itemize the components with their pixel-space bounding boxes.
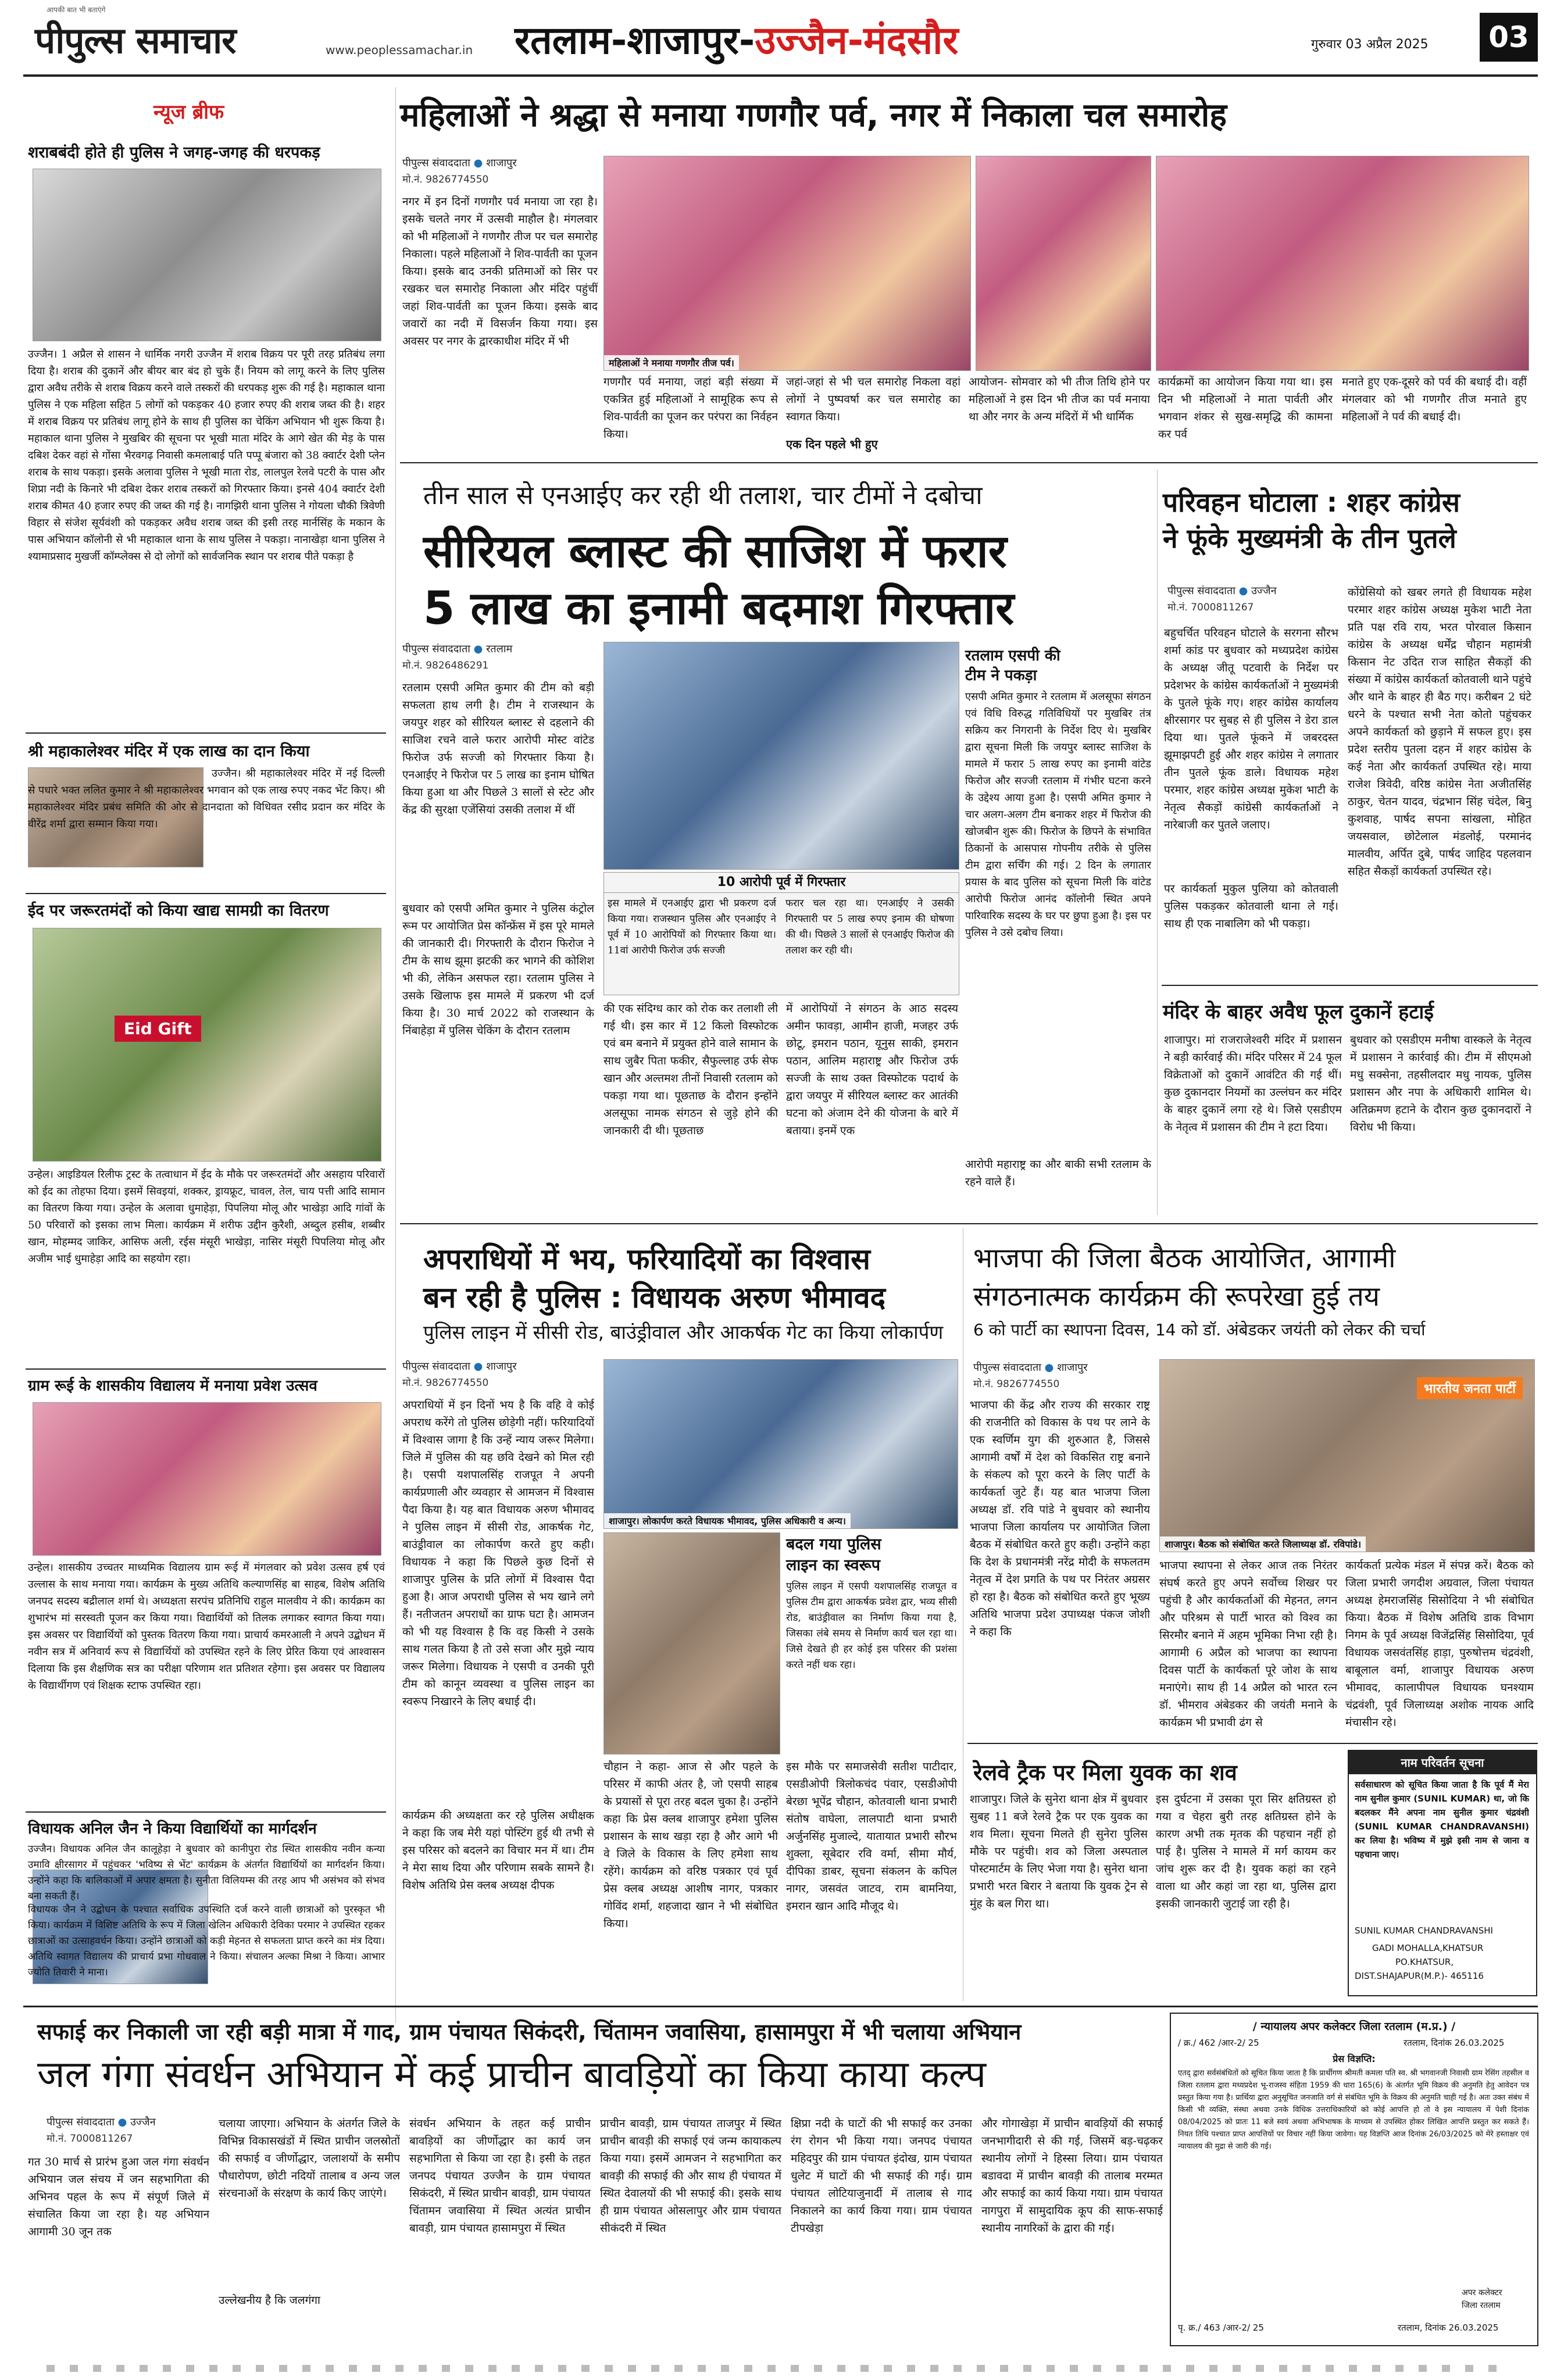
gangaur-photo-caption: महिलाओं ने मनाया गणगौर तीज पर्व। [604,355,739,370]
police-headline-1: अपराधियों में भय, फरियादियों का विश्वास [423,1242,870,1276]
blast-headline-2: 5 लाख का इनामी बदमाश गिरफ्तार [423,583,1015,635]
blast-press-photo [603,642,959,870]
blast-kicker: तीन साल से एनआईए कर रही थी तलाश, चार टीमों ने दबोचा [423,481,983,510]
jal-ganga-story [26,2011,1165,2360]
flower-col1: शाजापुर। मां राजराजेश्वरी मंदिर में प्रशासन ने बड़ी कार्रवाई की। मंदिर परिसर में 24 फूल विक्रेताओं को दुकानें आवंटित की गई थीं। कुछ दुकानदार नियमों का उल्लंघन कर मंदिर के बाहर दुकानें लगा रहे थे। जिसे एसडीएम के नेतृत्व में प्रशासन की टीम ने हटा दिया। [1164,1034,1342,1134]
police-byline-name: पीपुल्स संवाददाता [402,1360,470,1373]
gangaur-photo-1 [603,156,971,371]
police-photo-caption: शाजापुर। लोकार्पण करते विधायक भीमावद, पुलिस अधिकारी व अन्य। [604,1513,851,1528]
transport-col1: बहुचर्चित परिवहन घोटाले के सरगना सौरभ शर्मा कांड पर बुधवार को मध्यप्रदेश कांग्रेस के अध्यक्ष जीतू पटवारी के निर्देश पर प्रदेशभर के कांग्रेस कार्यकर्ताओं ने मुख्यमंत्री के पुतले फूंके गए। शहर कांग्रेस कार्यालय क्षीरसागर पर सुबह से ही पुलिस ने डेरा डाल दिया था। पुतले फूंकने में जबरदस्त झूमाझपटी हुई और शहर कांग्रेस ने लगातार तीन पुतले फूंक डाले। विधायक महेश परमार, शहर कांग्रेस अध्यक्ष मुकेश भाटी के नेतृत्व सैकड़ों कांग्रेसी कार्यकर्ताओं ने नारेबाजी कर पुतले जलाए। [1164,627,1338,831]
page-number: 03 [1480,13,1538,62]
gangaur-col2: गणगौर पर्व मनाया, जहां बड़ी संख्या में एकत्रित हुई महिलाओं ने सामूहिक रूप से शिव-पार्वती का पूजन कर परंपरा का निर्वहन किया। [603,376,778,441]
brief-headline-mla: विधायक अनिल जैन ने किया विद्यार्थियों का मार्गदर्शन [28,1820,317,1838]
brief-body-eid: उन्हेल। आइडियल रिलीफ ट्रस्ट के तत्वाधान में ईद के मौके पर जरूरतमंदों और असहाय परिवारों को ईद का तोहफा दिया। इसमें सिवइयां, शक्कर, ड्रायफ्रूट, चावल, तेल, चाय पत्ती आदि सामान का वितरण किया गया। उन्हेल के अलावा धुमाहेड़ा, पिपलिया मोलू और भाखेड़ा आदि गांवों के 50 परिवारों को इसका लाभ मिला। कार्यक्रम में शरीफ उद्दीन कुरैशी, अब्दुल हसीब, शब्बीर खान, मोहम्मद जाकिर, आसिफ अली, रईस मंसूरी भाखेड़ा, नासिर मंसूरी पिपलिया मोलू और अजीम भाई धुमाहेड़ा आदि का सहयोग रहा। [28,1168,385,1265]
jal-col1: गत 30 मार्च से प्रारंभ हुआ जल गंगा संवर्धन अभियान जल संचय में जन सहभागिता की अभिनव पहल के रूप में संपूर्ण जिले में संचालित किया जा रहा है। यह अभियान आगामी 30 जून तक [28,2156,209,2238]
name-change-name: SUNIL KUMAR CHANDRAVANSHI [1355,1925,1493,1936]
serial-blast-story [400,470,1154,1215]
bjp-col2: भाजपा स्थापना से लेकर आज तक निरंतर संघर्ष करते हुए अपने सर्वोच्च शिखर पर पहुंची है और कार्यकर्ताओं की मेहनत, लगन और परिश्रम से पार्टी भारत को विश्व का सिरमौर बनाने में अहम भूमिका निभा रही है। आगामी 6 अप्रैल को भाजपा का स्थापना दिवस पार्टी के कार्यकर्ता पूरे जोश के साथ मनाएंगे। साथ ही 14 अप्रैल को भारत रत्न डॉ. भीमराव अंबेडकर की जयंती मनाने के कार्यक्रम भी प्रभावी ढंग से [1159,1559,1337,1729]
gangaur-story [400,87,1534,459]
blast-col1: रतलाम एसपी अमित कुमार की टीम को बड़ी सफलता हाथ लगी है। टीम ने राजस्थान के जयपुर शहर को सीरियल ब्लास्ट से दहलाने की साजिश रचने वाले फरार आरोपी मोस्ट वांटेड फिरोज उर्फ सज्जी को गिरफ्तार किया है। एनआईए ने फिरोज पर 5 लाख का इनाम घोषित किया हुआ था और पिछले 3 सालों से स्टेट और केंद्र की सुरक्षा एजेंसियां उसकी तलाश में थीं [402,681,594,816]
brief-body-school: उन्हेल। शासकीय उच्चतर माध्यमिक विद्यालय ग्राम रूई में मंगलवार को प्रवेश उत्सव हर्ष एवं उल्लास के साथ मनाया गया। कार्यक्रम के मुख्य अतिथि कल्याणसिंह बा साहब, विशेष अतिथि जनपद सदस्य बद्रीलाल शर्मा थे। अध्यक्षता सरपंच प्रतिनिधि राहुल मालवीय ने की। कार्यक्रम का शुभारंभ मां सरस्वती पूजन कर किया गया। विद्यार्थियों को तिलक लगाकर स्वागत किया गया। इस अवसर पर विद्यार्थियों को पुस्तक वितरण किया गया। प्राचार्य कमरआली ने अपने उद्बोधन में नवीन सत्र में अनिवार्य रूप से विद्यार्थियों को उपस्थित रहने के लिए प्रेरित किया एवं आश्वासन दिलाया कि इस शैक्षणिक सत्र का परीक्षा परिणाम शत प्रतिशत रहेगा। इस अवसर पर विद्यालय के विद्यार्थीगण एवं शिक्षक स्टाफ उपस्थित रहा। [28,1561,385,1692]
gangaur-headline: महिलाओं ने श्रद्धा से मनाया गणगौर पर्व, नगर में निकाला चल समारोह [400,97,1227,134]
gangaur-bottom-rule [400,462,1538,463]
railway-story [967,1748,1340,2003]
jal-col4: प्राचीन बावड़ी, ग्राम पंचायत ताजपुर में स्थित प्राचीन बावड़ी की सफाई एवं जन्म कायाकल्प किया गया। इसमें आमजन ने सहभागिता कर बावड़ी की सफाई की और साथ ही पंचायत में स्थित देवालयों की भी सफाई की। इसके साथ ही ग्राम पंचायत ओसलापुर और ग्राम पंचायत सीकंदरी में स्थित [600,2117,781,2235]
bjp-mobile: मो.नं. 9826774550 [973,1378,1060,1390]
blast-byline: पीपुल्स संवाददाता ● रतलाम [402,643,513,655]
gangaur-byline-name: पीपुल्स संवाददाता [402,157,470,169]
brief-headline-donation: श्री महाकालेश्वर मंदिर में एक लाख का दान किया [28,742,310,760]
print-registration-strip [47,2365,1512,2372]
bjp-photo-caption: शाजापुर। बैठक को संबोधित करते जिलाध्यक्ष डॉ. रविपांडे। [1160,1536,1366,1552]
blast-col2: बुधवार को एसपी अमित कुमार ने पुलिस कंट्रोल रूम पर आयोजित प्रेस कॉन्फ्रेंस में इस पूरे मामले की जानकारी दी। गिरफ्तारी के दौरान फिरोज ने टीम के साथ झूमा झटकी कर भागने की कोशिश भी की, लेकिन असफल रहा। रतलाम पुलिस ने उसके खिलाफ इस मामले में प्रकरण भी दर्ज किया है। 30 मार्च 2022 को राजस्थान के निंबाहेड़ा में पुलिस चेकिंग के दौरान रतलाम [402,902,594,1037]
col-divider-mid [1157,470,1158,1215]
court-sign-2: जिला रतलाम [1462,2301,1501,2310]
middle-band-rule [400,1223,1538,1224]
gangaur-photo-2 [976,156,1151,371]
jal-col6: और गोगाखेड़ा में प्राचीन बावड़ियों की सफाई जनभागीदारी से की गई, जिसमें बड़-चढ़कर स्थानीय लोगों ने हिस्सा लिया। ग्राम पंचायत बडावदा में प्राचीन बावड़ी की तालाब मरम्मत और सफाई का कार्य किया गया। ग्राम पंचायत नागपुरा में सामुदायिक कूप की साफ-सफाई स्थानीय नागरिकों के द्वारा की गई। [981,2117,1163,2235]
eid-gift-sign: Eid Gift [115,1016,201,1042]
brief-photo-school [33,1402,381,1556]
bjp-byline-place: शाजापुर [1057,1361,1088,1374]
gangaur-col1: नगर में इन दिनों गणगौर पर्व मनाया जा रहा है। इसके चलते नगर में उत्सवी माहौल है। मंगलवार को भी महिलाओं ने गणगौर तीज पर चल समारोह निकाला। पहले महिलाओं ने शिव-पार्वती का पूजन किया। इसके बाद उनकी प्रतिमाओं को सिर पर रखकर चल समारोह निकाला और मंदिर पहुंचीं जहां शिव-पार्वती का पूजन किया। इसके बाद जवारों का नदी में विसर्जन किया गया। इस अवसर पर नगर के द्वारकाधीश मंदिर में भी [402,195,598,348]
name-change-addr2: PO.KHATSUR, [1395,1957,1454,1967]
transport-headline-2: ने फूंके मुख्यमंत्री के तीन पुतले [1163,523,1456,554]
jal-mobile: मो.नं. 7000811267 [47,2133,133,2145]
court-sign-1: अपर कलेक्टर [1462,2288,1502,2297]
court-notice [1170,2013,1538,2346]
gangaur-photo-3 [1156,156,1529,371]
police-box [786,1532,957,1753]
website: www.peoplessamachar.in [326,43,473,57]
gangaur-col6: मनाते हुए एक-दूसरे को पर्व की बधाई दी। वहीं मंगलवार को भी गणगौर तीज मनाते हुए महिलाओं ने पर्व की बधाई दी। [1342,376,1527,423]
police-box-title-1: बदल गया पुलिस [786,1535,881,1553]
police-byline-place: शाजापुर [486,1360,517,1373]
news-brief-column [26,87,388,1953]
police-mobile: मो.नं. 9826774550 [402,1377,489,1389]
lower-band-rule [23,2006,1538,2007]
bjp-col1: भाजपा की केंद्र और राज्य की सरकार राष्ट्र की राजनीति को विकास के पथ पर लाने के एक स्वर्णिम युग की शुरुआत है, जिससे आगामी वर्षों में देश को विकसित राष्ट्र बनाने के संकल्प को पूरा करने के लिए पार्टी के कार्यकर्ता जुटे हैं। यह बात भाजपा जिला अध्यक्ष डॉ. रवि पांडे ने बुधवार को स्थानीय भाजपा जिला कार्यालय पर आयोजित जिला बैठक में संबोधित करते हुए कही। उन्होंने कहा कि देश के प्रधानमंत्री नरेंद्र मोदी के सफलतम नेतृत्व में देश प्रगति के पथ पर निरंतर अग्रसर हो रहा है। बैठक को संबोधित करते हुए भूख्य अतिथि भाजपा प्रदेश उपाध्यक्ष पंकज जोशी ने कहा कि [970,1399,1150,1638]
police-byline: पीपुल्स संवाददाता ● शाजापुर [402,1360,517,1373]
bjp-col3: कार्यकर्ता प्रत्येक मंडल में संपन्न करें। बैठक को जिला प्रभारी जगदीश अग्रवाल, जिला पंचायत अध्यक्ष हेमराजसिंह सिसोदिया ने भी संबोधित किया। बैठक में विशेष अतिथि डाक विभाग निगम के पूर्व अध्यक्ष विजेंद्रसिंह सिसोदिया, पूर्व विधायक जसवंतसिंह हाड़ा, पुरुषोत्तम चंद्रवंशी, बाबूलाल वर्मा, शाजापुर विधायक अरुण भीमावद, कालापीपल विधायक घनश्याम चंद्रवंशी, पूर्व जिलाध्यक्ष अशोक नायक आदि मंचासीन रहे। [1345,1559,1534,1729]
blast-side-title-2: टीम ने पकड़ा [965,667,1037,684]
blast-col4: में आरोपियों ने संगठन के आठ सदस्य अमीन फावड़ा, आमीन हाजी, मजहर उर्फ छोटू, इमरान पठान, यूनुस साकी, इमरान पठान, आलिम महाराष्ट्र और फिरोज उर्फ सज्जी के साथ उक्त विस्फोटक पदार्थ के द्वारा जयपुर में सीरियल ब्लास्ट कर आतंकी घटना को अंजाम देने की योजना के बारे में बताया। इनमें एक [786,1002,958,1137]
bjp-bottom-rule [967,1743,1538,1744]
court-title: / न्यायालय अपर कलेक्टर जिला रतलाम (म.प्र.) / [1252,2020,1456,2033]
brief-divider-2 [26,893,386,894]
blast-box-col2: फरार चल रहा था। एनआईए ने उसकी गिरफ्तारी पर 5 लाख रुपए इनाम की घोषणा की थी। पिछले 3 सालों से एनआईए फिरोज की तलाश कर रही थी। [785,898,954,956]
brief-divider-3 [26,1368,386,1370]
jal-byline: पीपुल्स संवाददाता ● उज्जैन [47,2116,156,2128]
gangaur-byline-place: शाजापुर [486,157,517,169]
court-foot-left: पृ. क्र./ 463 /आर-2/ 25 [1178,2322,1264,2333]
police-photo-2 [603,1532,780,1754]
gangaur-col4: आयोजन- सोमवार को भी तीज तिथि होने पर महिलाओं ने इस दिन भी तीज का पर्व मनाया था और नगर के अन्य मंदिरों में भी धार्मिक [969,376,1150,423]
brief-photo-eid [33,928,381,1162]
bjp-subhead: 6 को पार्टी का स्थापना दिवस, 14 को डॉ. अंबेडकर जयंती को लेकर की चर्चा [973,1320,1426,1339]
transport-byline-name: पीपुल्स संवाददाता [1167,585,1235,597]
transport-col2: कोंग्रेसियो को खबर लगते ही विधायक महेश परमार शहर कांग्रेस अध्यक्ष मुकेश भाटी नेता प्रति पक्ष रवि राय, भरत पोरवाल किसान कांग्रेस के अध्यक्ष धर्मेंद्र चौहान महामंत्री किसान नेट उदित राज साहित सैकड़ों की संख्या में कांग्रेस कार्यकर्ता कोतवाली थाने पहुंचे और थाने के बाहर ही बैठ गए। करीबन 2 घंटे धरने के पश्चात सभी नेता कोतो पहुंचकर अपने कार्यकर्ता को छुड़ाने में सफल हुए। इस प्रदेश स्तरीय पुतला दहन में शहर कांग्रेस के कई नेता और कार्यकर्ता उपस्थित रहे। माया राजेश त्रिवेदी, वरिष्ठ कांग्रेस नेता अजीतसिंह ठाकुर, चेतन यादव, चंद्रभान सिंह चंदेल, बिनु कुशवाह, पार्षद सपना सांखला, मोहित जयसवाल, छोटेलाल मंडलोई, परमानंद मालवीय, अर्पित दुबे, पार्षद जाहिद पहलवान सहित सैकड़ों कार्यकर्ता उपस्थित रहे। [1348,586,1531,878]
paper-logo: पीपुल्स समाचार [35,19,236,62]
police-subhead: पुलिस लाइन में सीसी रोड, बाउंड्रीवाल और आकर्षक गेट का किया लोकार्पण [423,1321,944,1343]
gangaur-mobile: मो.नं. 9826774550 [402,174,489,185]
blast-headline-1: सीरियल ब्लास्ट की साजिश में फरार [423,526,1007,578]
bjp-headline-2: संगठनात्मक कार्यक्रम की रूपरेखा हुई तय [973,1281,1380,1313]
police-col2: चौहान ने कहा- आज से और पहले के परिसर में काफी अंतर है, जो एसपी साहब के प्रयासों से पूरा तरह बदल चुका है। उन्होंने कहा कि प्रेस क्लब शाजापुर हमेशा पुलिस प्रशासन के साथ खड़ा रहा है और आगे भी वे जिले के विकास के लिए हमेशा साथ रहेंगे। कार्यक्रम को वरिष्ठ पत्रकार एवं पूर्व प्रेस क्लब अध्यक्ष आशीष नागर, पत्रकार गोविंद शर्मा, शहजादा खान ने भी संबोधित किया। [603,1760,778,1930]
blast-byline-place: रतलाम [486,643,513,655]
transport-byline: पीपुल्स संवाददाता ● उज्जैन [1167,585,1277,597]
blast-mobile: मो.नं. 9826486291 [402,660,489,671]
court-body: एतद् द्वारा सर्वसंबंधितों को सूचित किया जाता है कि प्रार्थीगण श्रीमती कमला पति स्व. श्री भगवानजी निवासी ग्राम रेसिंग तहसील व जिला रतलाम द्वारा मध्यप्रदेश भू-राजस्व संहिता 1959 की धारा 165(6) के अंतर्गत भूमि विक्रय की अनुमति हेतु आवेदन पत्र प्रस्तुत किया गया है। प्रार्थिया द्वारा अनुसूचित जनजाति वर्ग से संबंधित भूमि के विक्रय की अनुमति चाही गई है। अतः उक्त संबंध में किसी भी व्यक्ति, संस्था अथवा उनके विधिक उत्तराधिकारियों को कोई आपत्ति हो तो वे इस न्यायालय में पेशी दिनांक 08/04/2025 को प्रातः 11 बजे स्वयं अथवा अभिभाषक के माध्यम से उपस्थित होकर लिखित आपत्ति प्रस्तुत कर सकते हैं। नियत तिथि पश्चात प्राप्त आपत्तियों पर विचार नहीं किया जावेगा। यह विज्ञप्ति आज दिनांक 26/03/2025 को मेरे हस्ताक्षर एवं न्यायालय की मुद्रा से जारी की गई। [1178,2069,1529,2151]
name-change-title: नाम परिवर्तन सूचना [1349,1751,1536,1774]
brief-body-liquor: उज्जैन। 1 अप्रैल से शासन ने धार्मिक नगरी उज्जैन में शराब विक्रय पर पूरी तरह प्रतिबंध लगा दिया है। शराब की दुकानें और बीयर बार बंद हो चुके हैं। नियम को लागू करने के लिए पुलिस द्वारा अवैध तरीके से शराब विक्रय करने वाले तस्करों की धरपकड़ शुरू की गई है। महाकाल थाना पुलिस ने एक महिला सहित 5 लोगों को पकड़कर 40 हजार रुपए की शराब जब्त की है। शहर में शराब विक्रय पर प्रतिबंध लागू होने के साथ ही पुलिस का चेकिंग अभियान भी शुरू किया है। महाकाल थाना पुलिस ने मुखबिर की सूचना पर भूखी माता मंदिर के आगे खेत की मेड़ के पास दबिश देकर वहां से गोंसा भैरवगढ़ निवासी कमलाबाई पति पप्पू बंजारा को 38 क्वार्टर देशी प्लेन शराब के साथ पकड़ा। इसके अलावा पुलिस ने भूखी माता रोड, लालपुल रेलवे पटरी के पास और शिप्रा नदी के किनारे भी दबिश देकर शराब तस्करों को गिरफ्तार किया। इनसे 404 क्वार्टर देशी शराब कीमत 40 हजार रुपए की जब्त की गई है। नागझिरी थाना पुलिस ने गोयला चौकी त्रिवेणी विहार से संजेश सूर्यवंशी को पकड़कर अवैध शराब जब्त की इसी तरह मार्नसिंह के मकान के पास अभियान कॉलोनी से भी महाकाल थाना के साथ पुलिस ने पकड़ा। नानाखेड़ा थाना पुलिस ने श्यामाप्रसाद मुखर्जी कॉम्प्लेक्स से दो लोगों को सार्वजनिक स्थान पर शराब पीते पकड़ा है [28,348,385,563]
issue-date: गुरुवार 03 अप्रैल 2025 [1311,37,1429,52]
bjp-headline-1: भाजपा की जिला बैठक आयोजित, आगामी [973,1242,1396,1274]
brief-headline-liquor: शराबबंदी होते ही पुलिस ने जगह-जगह की धरपकड़ [28,144,320,162]
police-line-story [400,1228,958,2001]
name-change-notice [1348,1750,1537,1996]
jal-col3: संवर्धन अभियान के तहत कई प्राचीन बावड़ियों का जीर्णोद्धार का कार्य जन सहभागिता से किया जा रहा है। इसी के तहत जनपद पंचायत उज्जैन के ग्राम पंचायत सिकंदरी, में स्थित प्राचीन बावड़ी, ग्राम पंचायत चिंतामन जवासिया में स्थित अत्यंत प्राचीन बावड़ी, ग्राम पंचायत हासामपुरा में स्थित [409,2117,591,2235]
railway-col2: इस दुर्घटना में उसका पूरा सिर क्षतिग्रस्त हो गया व चेहरा बुरी तरह क्षतिग्रस्त होने के कारण अभी तक मृतक की पहचान नहीं हो पाई है। पुलिस ने मामले में मर्ग कायम कर जांच शुरू कर दी है। युवक कहां का रहने वाला था और कहां जा रहा था, पुलिस द्वारा इसकी जानकारी जुटाई जा रही है। [1156,1793,1336,1910]
railway-headline: रेलवे ट्रैक पर मिला युवक का शव [973,1760,1237,1785]
bjp-photo-banner: भारतीय जनता पार्टी [1417,1377,1523,1399]
police-box-body: पुलिस लाइन में एसपी यशपालसिंह राजपूत व पुलिस टीम द्वारा आकर्षक प्रवेश द्वार, भव्य सीसी रोड, बाउंड्रीवाल का निर्माण किया गया है, जिसका लंबे समय से निर्माण कार्य चल रहा था। जिसे देखते ही हर कोई इस परिसर की प्रशंसा करते नहीं थक रहा। [786,1581,957,1671]
police-col1-b: कार्यक्रम की अध्यक्षता कर रहे पुलिस अधीक्षक ने कहा कि जब मेरी यहां पोस्टिंग हुई थी तभी से इस परिसर को बदलने का विचार मन में था। टीम ने मेरा साथ दिया और परिणाम सबके सामने है। विशेष अतिथि प्रेस क्लब अध्यक्ष दीपक [402,1809,594,1892]
gangaur-col3: जहां-जहां से भी चल समारोह निकला वहां लोगों ने पुष्पवर्षा कर चल समारोह का स्वागत किया। [786,376,960,423]
brief-divider-4 [26,1811,386,1813]
blast-col3: की एक संदिग्ध कार को रोक कर तलाशी ली गई थी। इस कार में 12 किलो विस्फोटक एवं बम बनाने में प्रयुक्त होने वाले सामान के साथ जुबैर पिता फकीर, सैफुल्लाह उर्फ सेफ खान और अल्तमश तीनों निवासी रतलाम को पकड़ा गया था। पूछताछ के दौरान इन्होंने अलसूफा नामक संगठन से जुड़े होने की जानकारी दी थी। पूछताछ [603,1002,778,1137]
name-change-addr1: GADI MOHALLA,KHATSUR [1372,1943,1484,1953]
transport-byline-place: उज्जैन [1251,585,1277,597]
police-photo-1 [603,1359,958,1529]
transport-col1-b: पर कार्यकर्ता मुकुल पुलिया को कोतवाली पुलिस पकड़कर कोतवाली थाना ले गई। साथ ही एक नाबालिग को भी पकड़ा। [1164,882,1338,930]
bjp-byline-name: पीपुल्स संवाददाता [973,1361,1041,1374]
court-ref-right: रतलाम, दिनांक 26.03.2025 [1404,2038,1505,2048]
jal-byline-place: उज्जैन [130,2116,156,2128]
transport-mobile: मो.नं. 7000811267 [1167,602,1254,613]
brief-photo-liquor [33,169,381,341]
name-change-addr3: DIST.SHAJAPUR(M.P.)- 465116 [1355,1971,1484,1981]
court-ref-left: / क्र./ 462 /आर-2/ 25 [1178,2038,1259,2048]
edition-title-part2: उज्जैन-मंदसौर [755,18,959,63]
paper-tag: आपकी बात भी बताएंगे [47,6,106,14]
news-brief-label: न्यूज ब्रीफ [153,101,224,124]
flower-headline: मंदिर के बाहर अवैध फूल दुकानें हटाई [1163,1000,1434,1024]
jal-headline: जल गंगा संवर्धन अभियान में कई प्राचीन बावड़ियों का किया काया कल्प [37,2053,987,2096]
brief-body-mla-bottom: विधायक जैन ने उद्बोधन के पश्चात सर्वाधिक उपस्थिति दर्ज करने वाली छात्राओं को पुरस्कृत भी किया। कार्यक्रम में विशिष्ट अतिथि के रूप में जिला खेलिन अधिकारी देविका परमार ने उपस्थित रहकर छात्राओं का उत्साहवर्धन किया। उन्होंने छात्राओं को कड़ी मेहनत से सफलता प्राप्त करने का मंत्र दिया। अतिथि स्वागत विद्यालय की प्राचार्य प्रभा गोधवाल ने किया। संचालन अल्का मिश्रा ने किया। आभार ज्योति तिवारी ने माना। [28,1904,385,1978]
bjp-photo [1159,1359,1535,1552]
brief-divider-1 [26,732,386,734]
blast-box-title: 10 आरोपी पूर्व में गिरफ्तार [604,873,959,893]
blast-byline-name: पीपुल्स संवाददाता [402,643,470,655]
name-change-body: सर्वसाधारण को सूचित किया जाता है कि पूर्व मैं मेरा नाम सुनील कुमार (SUNIL KUMAR) था, जो कि बदलकर मैंने अपना नाम सुनील कुमार चंद्रवंशी (SUNIL KUMAR CHANDRAVANSHI) कर लिया है। भविष्य में मुझे इसी नाम से जाना व पहचाना जाए। [1355,1779,1529,1860]
jal-col2-b: उल्लेखनीय है कि जलगंगा [219,2294,320,2307]
flower-col2: बुधवार को एसडीएम मनीषा वास्कले के नेतृत्व में प्रशासन ने कार्रवाई की। टीम में सीएमओ मधु सक्सेना, तहसीलदार मधु नायक, पुलिस प्रशासन और नपा के अधिकारी शामिल थे। अतिक्रमण हटाने के दौरान कुछ दुकानदारों ने विरोध भी किया। [1350,1034,1531,1134]
edition-title-part1: रतलाम-शाजापुर- [515,18,755,63]
brief-headline-eid: ईद पर जरूरतमंदों को किया खाद्य सामग्री का वितरण [28,902,329,920]
gangaur-col5: कार्यक्रमों का आयोजन किया गया था। इस दिन भी महिलाओं ने माता पार्वती और भगवान शंकर से सुख-समृद्धि की कामना कर पर्व [1158,376,1333,441]
col-divider-left [395,87,396,2023]
police-col3: इस मौके पर समाजसेवी सतीश पाटीदार, एसडीओपी त्रिलोकचंद पंवार, एसडीओपी बेरछा भूपेंद्र चौहान, कोतवाली थाना प्रभारी संतोष वाघेला, लालपाटी थाना प्रभारी अर्जुनसिंह मुजाल्दे, यातायात प्रभारी सौरभ शुक्ला, सूबेदार रवि वर्मा, सीमा मौर्य, दीपिका डाबर, सूचना संकलन के कपिल नागर, जसवंत जाटव, राम बामनिया, इमरान खान आदि मौजूद थे। [786,1760,957,1913]
edition-title [515,13,958,65]
masthead-rule [23,74,1538,77]
brief-body-donation: उज्जैन। श्री महाकालेश्वर मंदिर में नई दिल्ली से पधारे भक्त ललित कुमार ने श्री महाकालेश्वर भगवान को एक लाख रुपए नकद भेंट किए। श्री महाकालेश्वर मंदिर प्रबंध समिति की ओर से दानदाता को विधिवत रसीद प्रदान कर मंदिर के वीरेंद्र शर्मा द्वारा सम्मान किया गया। [28,767,385,830]
gangaur-col3-subhead: एक दिन पहले भी हुए [786,437,878,451]
brief-headline-school: ग्राम रूई के शासकीय विद्यालय में मनाया प्रवेश उत्सव [28,1377,317,1395]
jal-byline-name: पीपुल्स संवाददाता [47,2116,115,2128]
railway-col1: शाजापुर। जिले के सुनेरा थाना क्षेत्र में बुधवार सुबह 11 बजे रेलवे ट्रैक पर एक युवक का शव मिला। सूचना मिलते ही सुनेरा पुलिस मौके पर पहुंची। शव को जिला अस्पताल पोस्टमार्टम के लिए भेजा गया है। सुनेरा थाना प्रभारी भरत बिरार ने बताया कि युवक ट्रेन से मुंह के बल गिरा था। [970,1793,1148,1910]
blast-side-box [965,644,1151,1209]
transport-headline-1: परिवहन घोटाला : शहर कांग्रेस [1163,487,1460,518]
gangaur-byline: पीपुल्स संवाददाता ● शाजापुर [402,157,517,169]
blast-accused-box [603,872,959,995]
blast-side-title-1: रतलाम एसपी की [965,647,1060,664]
bjp-meeting-story [967,1228,1537,1739]
jal-col5: क्षिप्रा नदी के घाटों की भी सफाई कर उनका रंग रोगन भी किया गया। जनपद पंचायत महिदपुर की ग्राम पंचायत इंदोख, ग्राम पंचायत धुलेट में घाटों की भी सफाई की गई। ग्राम पंचायत लोटियाजुनार्दी में तालाब से गाद निकालने का कार्य किया गया। ग्राम पंचायत टीपखेड़ा [791,2117,972,2235]
blast-side-end: आरोपी महाराष्ट्र का और बाकी सभी रतलाम के रहने वाले हैं। [965,1158,1151,1188]
police-headline-2: बन रही है पुलिस : विधायक अरुण भीमावद [423,1281,886,1314]
court-foot-right: रतलाम, दिनांक 26.03.2025 [1398,2322,1499,2333]
bjp-byline: पीपुल्स संवाददाता ● शाजापुर [973,1361,1088,1374]
police-box-title-2: लाइन का स्वरूप [786,1556,880,1574]
court-subtitle: प्रेस विज्ञप्ति: [1333,2053,1376,2064]
brief-body-mla-top: उज्जैन। विधायक अनिल जैन कालूहेड़ा ने बुधवार को कानीपुरा रोड स्थित शासकीय नवीन कन्या उमावि क्षीरसागर में पहुंचकर 'भविष्य से भेंट' कार्यक्रम के अंतर्गत विद्यार्थियों का मार्गदर्शन किया। उन्होंने कहा कि बालिकाओं में अपार क्षमता है। सुनीता विलियम्स की तरह आप भी असंभव को संभव बना सकती हैं। [28,1843,385,1902]
jal-col2: चलाया जाएगा। अभियान के अंतर्गत जिले के विभिन्न विकासखंडों में स्थित प्राचीन जलस्रोतों की सफाई व जीर्णोद्धार, जलाशयों के समीप पौधारोपण, छोटी नदियों तालाब व अन्य जल संरचनाओं के संरक्षण के कार्य किए जाएंगे। [219,2117,400,2200]
police-col1: अपराधियों में इन दिनों भय है कि वहि वे कोई अपराध करेंगे तो पुलिस छोड़ेगी नहीं। फरियादियों में विश्वास जागा है कि उन्हें न्याय जरूर मिलेगा। जिले में पुलिस की यह छवि देखने को मिल रही है। एसपी यशपालसिंह राजपूत ने अपनी कार्यप्रणाली और व्यवहार से आमजन में विश्वास पैदा किया है। यह बात विधायक अरुण भीमावद ने पुलिस लाइन में सीसी रोड, आकर्षक गेट, बाउंड्रीवाल का लोकार्पण करते हुए कही। विधायक ने कहा कि पिछले कुछ दिनों से शाजापुर पुलिस के प्रति लोगों में विश्वास पैदा हुआ है। आज अपराधी पुलिस से भय खाने लगे हैं। नतीजतन अपराधों का ग्राफ घटा है। आमजन को भी यह विश्वास है कि वह किसी ने उसके साथ गलत किया है तो उसे सजा और मुझे न्याय जरूर मिलेगा। विधायक ने एसपी व उनकी पूरी टीम को कानून व्यवस्था व पुलिस लाइन का स्वरूप निखारने के लिए बधाई दी। [402,1399,594,1708]
masthead [0,0,1557,74]
jal-kicker: सफाई कर निकाली जा रही बड़ी मात्रा में गाद, ग्राम पंचायत सिकंदरी, चिंतामन जवासिया, हासामपुरा में भी चलाया अभियान [37,2019,1022,2045]
blast-side-body: एसपी अमित कुमार ने रतलाम में अलसूफा संगठन एवं विधि विरुद्ध गतिविधियों पर मुखबिर तंत्र सक्रिय कर निगरानी के निर्देश दिए थे। मुखबिर द्वारा सूचना मिली कि जयपुर ब्लास्ट साजिश के मामले में फरार 5 लाख रुपए का इनामी वांटेड फिरोज और सज्जी रतलाम में गंभीर घटना करने के उद्देश्य आया हुआ है। एसपी अमित कुमार ने चार अलग-अलग टीम बनाकर शहर में फिरोज की खोजबीन शुरू की। फिरोज के छिपने के संभावित ठिकानों के आसपास गोपनीय तरीके से पुलिस टीम द्वारा सर्चिंग की गई। 2 दिन के लगातार प्रयास के बाद पुलिस को सूचना मिली कि वांटेड आरोपी फिरोज आनंद कॉलोनी स्थित अपने पारिवारिक सदस्य के घर पर छुपा हुआ है। इस पर पुलिस ने उसे दबोच लिया। [965,691,1151,939]
transport-story [1162,470,1534,981]
blast-box-col1: इस मामले में एनआईए द्वारा भी प्रकरण दर्ज किया गया। राजस्थान पुलिस और एनआईए ने पूर्व में 10 आरोपियों को गिरफ्तार किया था। 11वां आरोपी फिरोज उर्फ सज्जी [608,898,776,956]
flower-shops-story [1162,991,1534,1217]
transport-bottom-rule [1162,985,1538,986]
